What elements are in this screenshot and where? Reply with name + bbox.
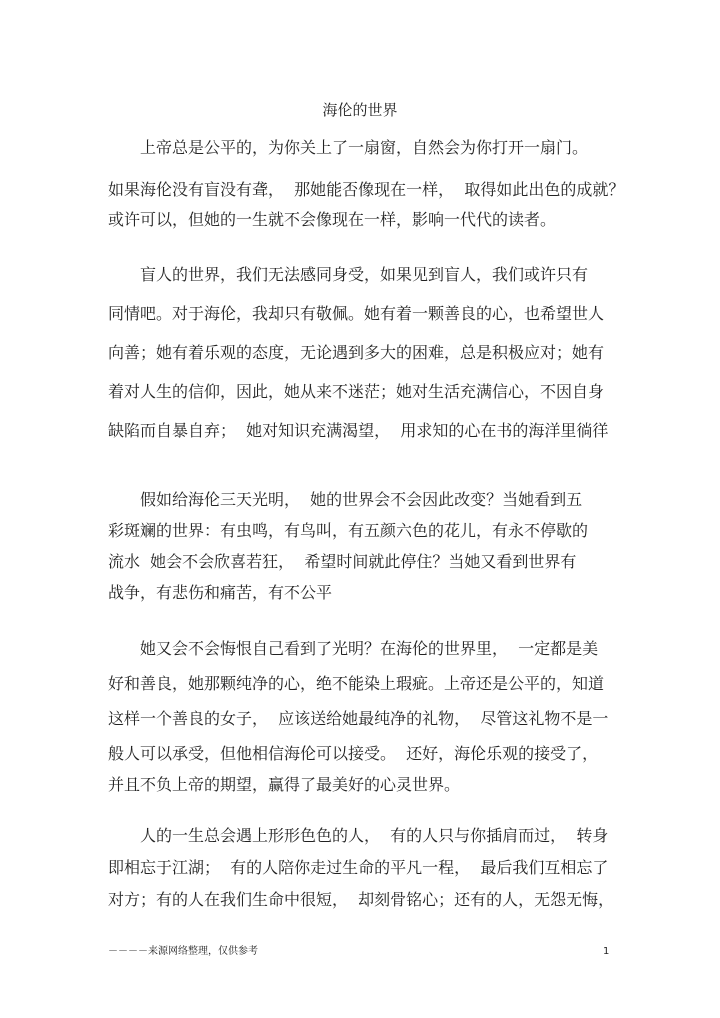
text-line: 般人可以承受，但他相信海伦可以接受。 还好，海伦乐观的接受了， [108,744,599,763]
text-line: 假如给海伦三天光明， 她的世界会不会因此改变？当她看到五 [108,490,583,509]
text-line: 战争，有悲伤和痛苦，有不公平 [108,583,333,602]
text-line: 彩斑斓的世界：有虫鸣，有鸟叫，有五颜六色的花儿，有永不停歇的 [108,521,589,540]
text-line: 缺陷而自暴自弃； 她对知识充满渴望， 用求知的心在书的海洋里徜徉 [108,421,609,440]
text-line: 上帝总是公平的，为你关上了一扇窗，自然会为你打开一扇门。 [108,138,589,157]
text-line: 向善；她有着乐观的态度，无论遇到多大的困难，总是积极应对；她有 [108,343,605,362]
text-line: 即相忘于江湖； 有的人陪你走过生命的平凡一程， 最后我们互相忘了 [108,858,609,877]
page-number: 1 [603,946,610,957]
text-line: 好和善良，她那颗纯净的心，绝不能染上瑕疵。上帝还是公平的，知道 [108,674,605,693]
text-line: 这样一个善良的女子， 应该送给她最纯净的礼物， 尽管这礼物不是一 [108,709,609,728]
text-line: 人的一生总会遇上形形色色的人， 有的人只与你插肩而过， 转身 [108,826,609,845]
text-line: 对方；有的人在我们生命中很短， 却刻骨铭心；还有的人，无怨无悔， [108,890,615,909]
text-line: 并且不负上帝的期望，赢得了最美好的心灵世界。 [108,775,461,794]
text-line: 同情吧。对于海伦，我却只有敬佩。她有着一颗善良的心，也希望世人 [108,304,605,323]
text-line: 如果海伦没有盲没有聋， 那她能否像现在一样， 取得如此出色的成就？ [108,180,625,199]
text-line: 着对人生的信仰，因此，她从来不迷茫；她对生活充满信心，不因自身 [108,382,605,401]
text-line: 她又会不会悔恨自己看到了光明？在海伦的世界里， 一定都是美 [108,639,599,658]
document-title: 海伦的世界 [322,101,398,119]
text-line: 或许可以，但她的一生就不会像现在一样，影响一代代的读者。 [108,210,557,229]
text-line: 盲人的世界，我们无法感同身受，如果见到盲人，我们或许只有 [108,265,589,284]
text-line: 流水 她会不会欣喜若狂， 希望时间就此停住？当她又看到世界有 [108,552,577,571]
page-footer: －－－－来源网络整理，仅供参考 [108,946,258,957]
